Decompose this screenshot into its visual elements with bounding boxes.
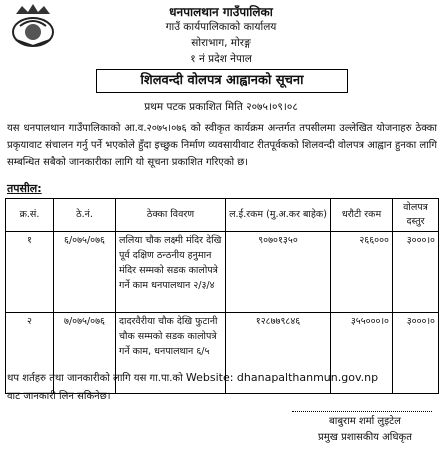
details-label: तपसील: xyxy=(7,182,42,195)
intro-paragraph: यस धनपालथान गाउँपालिकाको आ.व.२०७५।०७६ को स्वीकृत कार्यक्रम अन्तर्गत तपसीलमा उल्लेखित योजनाहरु ठेक्का प्रकृयावाट संचालन गर्नु पर्ने भएकोले हुँदा इच्छुक निर्माण व्यवसायीवाट रीतपूर्वकको शिलवन्दी वोलपत्र आह्वान हुनका लागि सम्बन्धित सबैको जानकारीका लागि यो सूचना प्रकाशित गरिएको छ। xyxy=(7,123,437,168)
signatory-designation: प्रमुख प्रशासकीय अधिकृत xyxy=(318,432,412,443)
signature-line xyxy=(292,411,432,412)
table-row xyxy=(6,232,439,313)
cell-contract-no: ६/०७५/०७६ xyxy=(54,232,116,313)
footer-text: थप शर्तहरु तथा जानकारीको लागि यस गा.पा.को xyxy=(7,373,183,384)
signatory-name: बाबुराम शर्मा लुइटेल xyxy=(329,416,401,427)
col-header-deposit: धरौटी रकम xyxy=(331,199,393,232)
cell-estimate: १२८७७९८४६ xyxy=(226,313,331,394)
cell-sn: १ xyxy=(6,232,54,313)
municipality-name: धनपालथान गाउँपालिका xyxy=(169,5,273,19)
publish-date: प्रथम पटक प्रकाशित मिति २०७५।०९।०८ xyxy=(144,101,298,113)
cell-description: ललिया चौक लक्ष्मी मंदिर देखि पूर्व दक्षिण ठन्ठनीय हनुमान मंदिर सम्मको सडक कालोपत्रे गर्ने काम धनपालथान २/३/४ xyxy=(116,232,226,313)
website-link[interactable]: Website: dhanapalthanmun.gov.np xyxy=(185,371,379,384)
cell-estimate: ९०७०१३५० xyxy=(226,232,331,313)
cell-fee: ३०००।० xyxy=(393,232,439,313)
signature-block xyxy=(290,411,440,446)
table-header-row xyxy=(6,199,439,232)
footer-text-2: वाट जानकारी लिन सकिनेछ। xyxy=(7,391,111,402)
cell-contract-no: ७/०७५/०७६ xyxy=(54,313,116,394)
cell-deposit: २६६००० xyxy=(331,232,393,313)
col-header-estimate: ल.ई.रकम (मु.अ.कर बाहेक) xyxy=(226,199,331,232)
office-address: सोराभाग, मोरङ्ग xyxy=(191,37,251,49)
col-header-description: ठेक्का विवरण xyxy=(116,199,226,232)
cell-fee: ३०००।० xyxy=(393,313,439,394)
contracts-table xyxy=(5,198,439,394)
col-header-sn: क्र.सं. xyxy=(6,199,54,232)
office-name: गाउँ कार्यपालिकाको कार्यालय xyxy=(165,21,277,33)
notice-title: शिलवन्दी वोलपत्र आह्वानको सूचना xyxy=(96,69,348,93)
col-header-fee: वोलपत्र दस्तुर xyxy=(393,199,439,232)
footer-note xyxy=(7,369,439,406)
province-name: १ नं प्रदेश नेपाल xyxy=(190,53,252,65)
cell-deposit: ३५५०००।० xyxy=(331,313,393,394)
cell-description: दादरवैरीया चौक देखि फुटानी चौक सम्मको सडक कालोपत्रे गर्ने काम, धनपालथान ६/५ xyxy=(116,313,226,394)
cell-sn: २ xyxy=(6,313,54,394)
col-header-contract-no: ठे.नं. xyxy=(54,199,116,232)
